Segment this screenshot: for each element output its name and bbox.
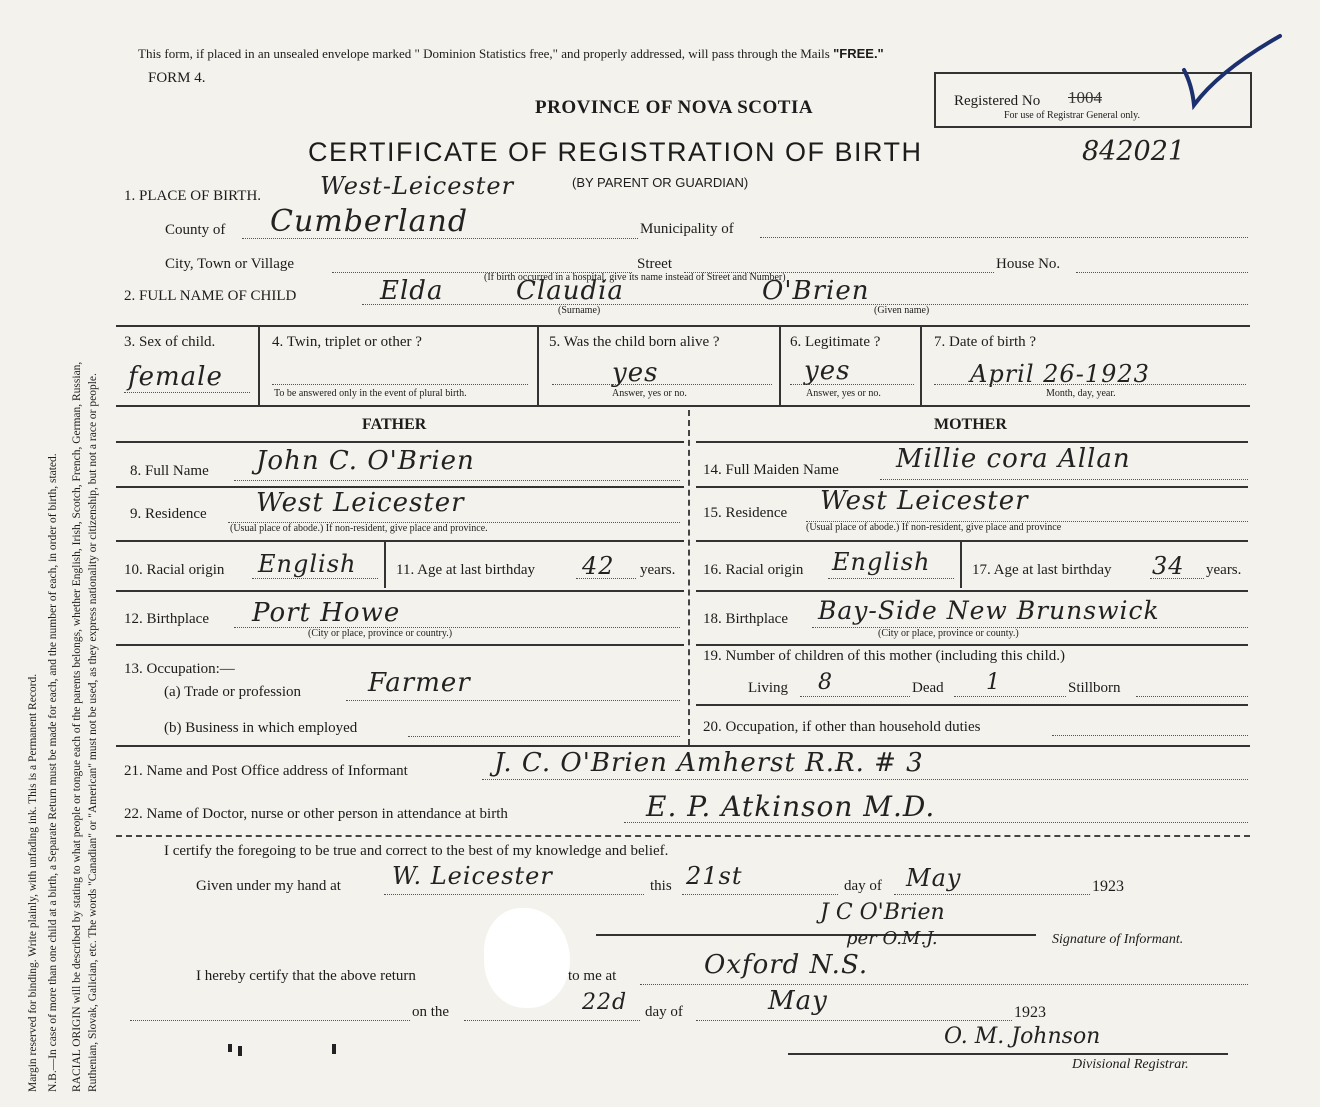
registrar-day-value: 22d	[582, 990, 628, 1015]
father-occupation-label: 13. Occupation:—	[124, 661, 235, 677]
registrar-signature: O. M. Johnson	[944, 1024, 1101, 1049]
father-birthplace-label: 12. Birthplace	[124, 611, 209, 627]
this-day-line	[682, 894, 838, 895]
mother-name-value: Millie cora Allan	[896, 444, 1131, 474]
mother-row19-rule	[696, 704, 1248, 706]
hospital-note: (If birth occurred in a hospital, give its name instead of Street and Number)	[484, 272, 786, 283]
informant-line	[482, 779, 1248, 780]
father-business-line	[408, 736, 680, 737]
surname-caption: (Surname)	[558, 305, 601, 316]
dead-line	[954, 696, 1066, 697]
city-label: City, Town or Village	[165, 256, 295, 272]
month-line	[894, 894, 1090, 895]
day-of-label: day of	[844, 878, 882, 894]
informant-signature-per: per O.M.J.	[846, 928, 938, 949]
father-residence-note: (Usual place of abode.) If non-resident, give place and province.	[230, 523, 488, 534]
father-race-line	[252, 578, 378, 579]
registrar-month-value: May	[768, 986, 828, 1016]
father-birthplace-value: Port Howe	[252, 598, 401, 628]
dob-label: 7. Date of birth ?	[934, 334, 1037, 350]
child-name-label: 2. FULL NAME OF CHILD	[124, 288, 297, 304]
child-surname: O'Brien	[762, 276, 870, 306]
row3-divider-1	[258, 327, 260, 405]
father-row9-rule	[116, 540, 684, 542]
mother-row18-rule	[696, 644, 1248, 646]
living-label: Living	[748, 680, 788, 696]
certification-top-rule	[116, 835, 1250, 837]
given-name-caption: (Given name)	[874, 305, 930, 316]
mother-race-divider	[960, 542, 962, 588]
mother-children-label: 19. Number of children of this mother (including this child.)	[703, 648, 1066, 664]
certificate-subtitle: (BY PARENT OR GUARDIAN)	[572, 175, 749, 190]
twin-line	[272, 384, 528, 385]
dob-note: Month, day, year.	[1046, 388, 1116, 399]
registrar-place-value: Oxford N.S.	[704, 950, 869, 980]
given-place-value: W. Leicester	[392, 862, 553, 890]
mother-row15-rule	[696, 540, 1248, 542]
ink-blot	[484, 908, 570, 1008]
alive-note: Answer, yes or no.	[612, 388, 687, 399]
informant-signature: J C O'Brien	[820, 900, 945, 925]
father-age-value: 42	[582, 552, 615, 580]
father-race-label: 10. Racial origin	[124, 562, 225, 578]
row3-top-border	[116, 325, 1250, 327]
father-age-unit: years.	[640, 562, 676, 578]
mother-name-label: 14. Full Maiden Name	[703, 462, 839, 478]
form-number: FORM 4.	[148, 70, 206, 86]
province-heading: PROVINCE OF NOVA SCOTIA	[535, 97, 814, 118]
row3-divider-3	[779, 327, 781, 405]
place-of-birth-value: West-Leicester	[320, 172, 515, 200]
living-line	[800, 696, 910, 697]
dead-label: Dead	[912, 680, 944, 696]
mother-race-label: 16. Racial origin	[703, 562, 804, 578]
registrar-day-of-label: day of	[645, 1004, 683, 1020]
mother-residence-note: (Usual place of abode.) If non-resident, give place and province	[806, 522, 1062, 533]
registrar-month-line	[696, 1020, 1012, 1021]
this-label: this	[650, 878, 672, 894]
registrar-year-value: 1923	[1014, 1004, 1046, 1021]
place-of-birth-label: 1. PLACE OF BIRTH.	[124, 188, 262, 204]
father-name-label: 8. Full Name	[130, 463, 209, 479]
father-trade-label: (a) Trade or profession	[164, 684, 302, 700]
registrar-date-lead-line	[130, 1020, 410, 1021]
doctor-label: 22. Name of Doctor, nurse or other person in attendance at birth	[124, 806, 508, 822]
legitimate-value: yes	[804, 356, 851, 386]
informant-value: J. C. O'Brien Amherst R.R. # 3	[494, 748, 924, 778]
mother-name-line	[880, 479, 1248, 480]
registered-label: Registered No	[954, 93, 1041, 109]
check-mark-icon	[1180, 30, 1290, 110]
sex-value: female	[128, 362, 223, 392]
father-trade-value: Farmer	[368, 668, 471, 698]
month-value: May	[906, 864, 962, 892]
municipality-label: Municipality of	[640, 221, 734, 237]
father-race-value: English	[258, 550, 357, 578]
child-middle-name: Claudia	[516, 276, 624, 306]
mother-birthplace-value: Bay-Side New Brunswick	[818, 596, 1160, 625]
living-value: 8	[818, 670, 833, 695]
doctor-value: E. P. Atkinson M.D.	[646, 790, 936, 823]
mother-heading-rule	[696, 441, 1248, 443]
father-residence-value: West Leicester	[256, 488, 465, 518]
father-heading: FATHER	[362, 416, 427, 433]
this-day-value: 21st	[686, 862, 743, 890]
margin-note-multiple-births: N.B.—In case of more than one child at a birth, a Separate Return must be made for each, and the number of each, in order of birth, stated.	[47, 453, 59, 1092]
father-row10-rule	[116, 590, 684, 592]
mail-free: "FREE."	[833, 46, 884, 61]
informant-signature-label: Signature of Informant.	[1052, 932, 1184, 947]
mother-birthplace-label: 18. Birthplace	[703, 611, 788, 627]
father-residence-label: 9. Residence	[130, 506, 207, 522]
registered-struck-number: 1004	[1068, 88, 1102, 107]
year-value: 1923	[1092, 878, 1124, 895]
informant-label: 21. Name and Post Office address of Informant	[124, 763, 408, 779]
registrar-to-me-label: to me at	[568, 968, 617, 984]
stillborn-line	[1136, 696, 1248, 697]
certificate-number: 842021	[1082, 136, 1186, 167]
dob-line	[934, 384, 1246, 385]
mother-birthplace-note: (City or place, province or county.)	[878, 628, 1019, 639]
registrar-use-note: For use of Registrar General only.	[1004, 110, 1140, 121]
father-age-label: 11. Age at last birthday	[396, 562, 535, 578]
street-label: Street	[637, 256, 672, 272]
ink-mark	[238, 1046, 242, 1056]
father-race-divider	[384, 542, 386, 588]
sex-line	[124, 392, 250, 393]
on-the-label: on the	[412, 1004, 450, 1020]
parents-bottom-rule	[116, 745, 1250, 747]
stillborn-label: Stillborn	[1068, 680, 1121, 696]
margin-note-binding: Margin reserved for binding. Write plainly, with unfading ink. This is a Permanent Record.	[27, 673, 39, 1092]
municipality-line	[760, 237, 1248, 238]
mother-age-label: 17. Age at last birthday	[972, 562, 1112, 578]
mother-residence-label: 15. Residence	[703, 505, 788, 521]
margin-note-racial-origin: RACIAL ORIGIN will be described by stating to what people or tongue each of the parents belongs, whether English, Irish, Scotch, French, German, Russian,	[71, 361, 83, 1092]
row3-bottom-border	[116, 405, 1250, 407]
county-label: County of	[165, 222, 226, 238]
house-line	[1076, 272, 1248, 273]
sex-label: 3. Sex of child.	[124, 334, 216, 350]
given-place-line	[384, 894, 644, 895]
mother-occupation-label: 20. Occupation, if other than household duties	[703, 719, 981, 735]
father-row12-rule	[116, 644, 684, 646]
twin-label: 4. Twin, triplet or other ?	[272, 334, 422, 350]
given-under-hand-label: Given under my hand at	[196, 878, 341, 894]
dob-value: April 26-1923	[970, 360, 1150, 388]
row3-divider-2	[537, 327, 539, 405]
county-value: Cumberland	[270, 204, 469, 239]
row3-divider-4	[920, 327, 922, 405]
mother-race-value: English	[832, 548, 931, 576]
alive-value: yes	[612, 358, 659, 388]
mail-note	[138, 46, 884, 62]
house-label: House No.	[996, 256, 1061, 272]
father-name-line	[234, 480, 680, 481]
mother-residence-value: West Leicester	[820, 486, 1029, 516]
child-first-name: Elda	[380, 276, 444, 306]
mother-age-value: 34	[1152, 552, 1185, 580]
mail-note-text: This form, if placed in an unsealed envelope marked " Dominion Statistics free," and properly addressed, will pass through the Mails	[138, 46, 830, 61]
alive-label: 5. Was the child born alive ?	[549, 334, 720, 350]
father-business-label: (b) Business in which employed	[164, 720, 358, 736]
dead-value: 1	[986, 670, 1001, 695]
registrar-signature-line	[788, 1053, 1228, 1055]
registrar-signature-label: Divisional Registrar.	[1072, 1057, 1189, 1072]
registrar-certify-label: I hereby certify that the above return	[196, 968, 416, 984]
father-birthplace-note: (City or place, province or country.)	[308, 628, 453, 639]
legitimate-line	[790, 384, 914, 385]
father-trade-line	[346, 700, 680, 701]
registrar-day-line	[464, 1020, 640, 1021]
informant-signature-line	[596, 934, 1036, 936]
mother-heading: MOTHER	[934, 416, 1007, 433]
registrar-place-line	[640, 984, 1248, 985]
legitimate-note: Answer, yes or no.	[806, 388, 881, 399]
mother-row16-rule	[696, 590, 1248, 592]
margin-note-racial-origin-2: Ruthenian, Slovak, Galician, etc. The words "Canadian" or "American" must not be used, as they express nationality or citizenship, but not a race or people.	[87, 373, 99, 1092]
mother-occupation-line	[1052, 735, 1248, 736]
mother-age-unit: years.	[1206, 562, 1242, 578]
alive-line	[552, 384, 772, 385]
ink-mark	[228, 1044, 232, 1052]
twin-note: To be answered only in the event of plural birth.	[274, 388, 467, 399]
mother-race-line	[828, 578, 954, 579]
father-name-value: John C. O'Brien	[256, 446, 475, 476]
ink-mark	[332, 1044, 336, 1054]
father-heading-rule	[116, 441, 684, 443]
certify-statement: I certify the foregoing to be true and correct to the best of my knowledge and belief.	[164, 843, 669, 859]
legitimate-label: 6. Legitimate ?	[790, 334, 881, 350]
certificate-title: CERTIFICATE OF REGISTRATION OF BIRTH	[308, 137, 923, 167]
parents-divider	[688, 410, 690, 745]
